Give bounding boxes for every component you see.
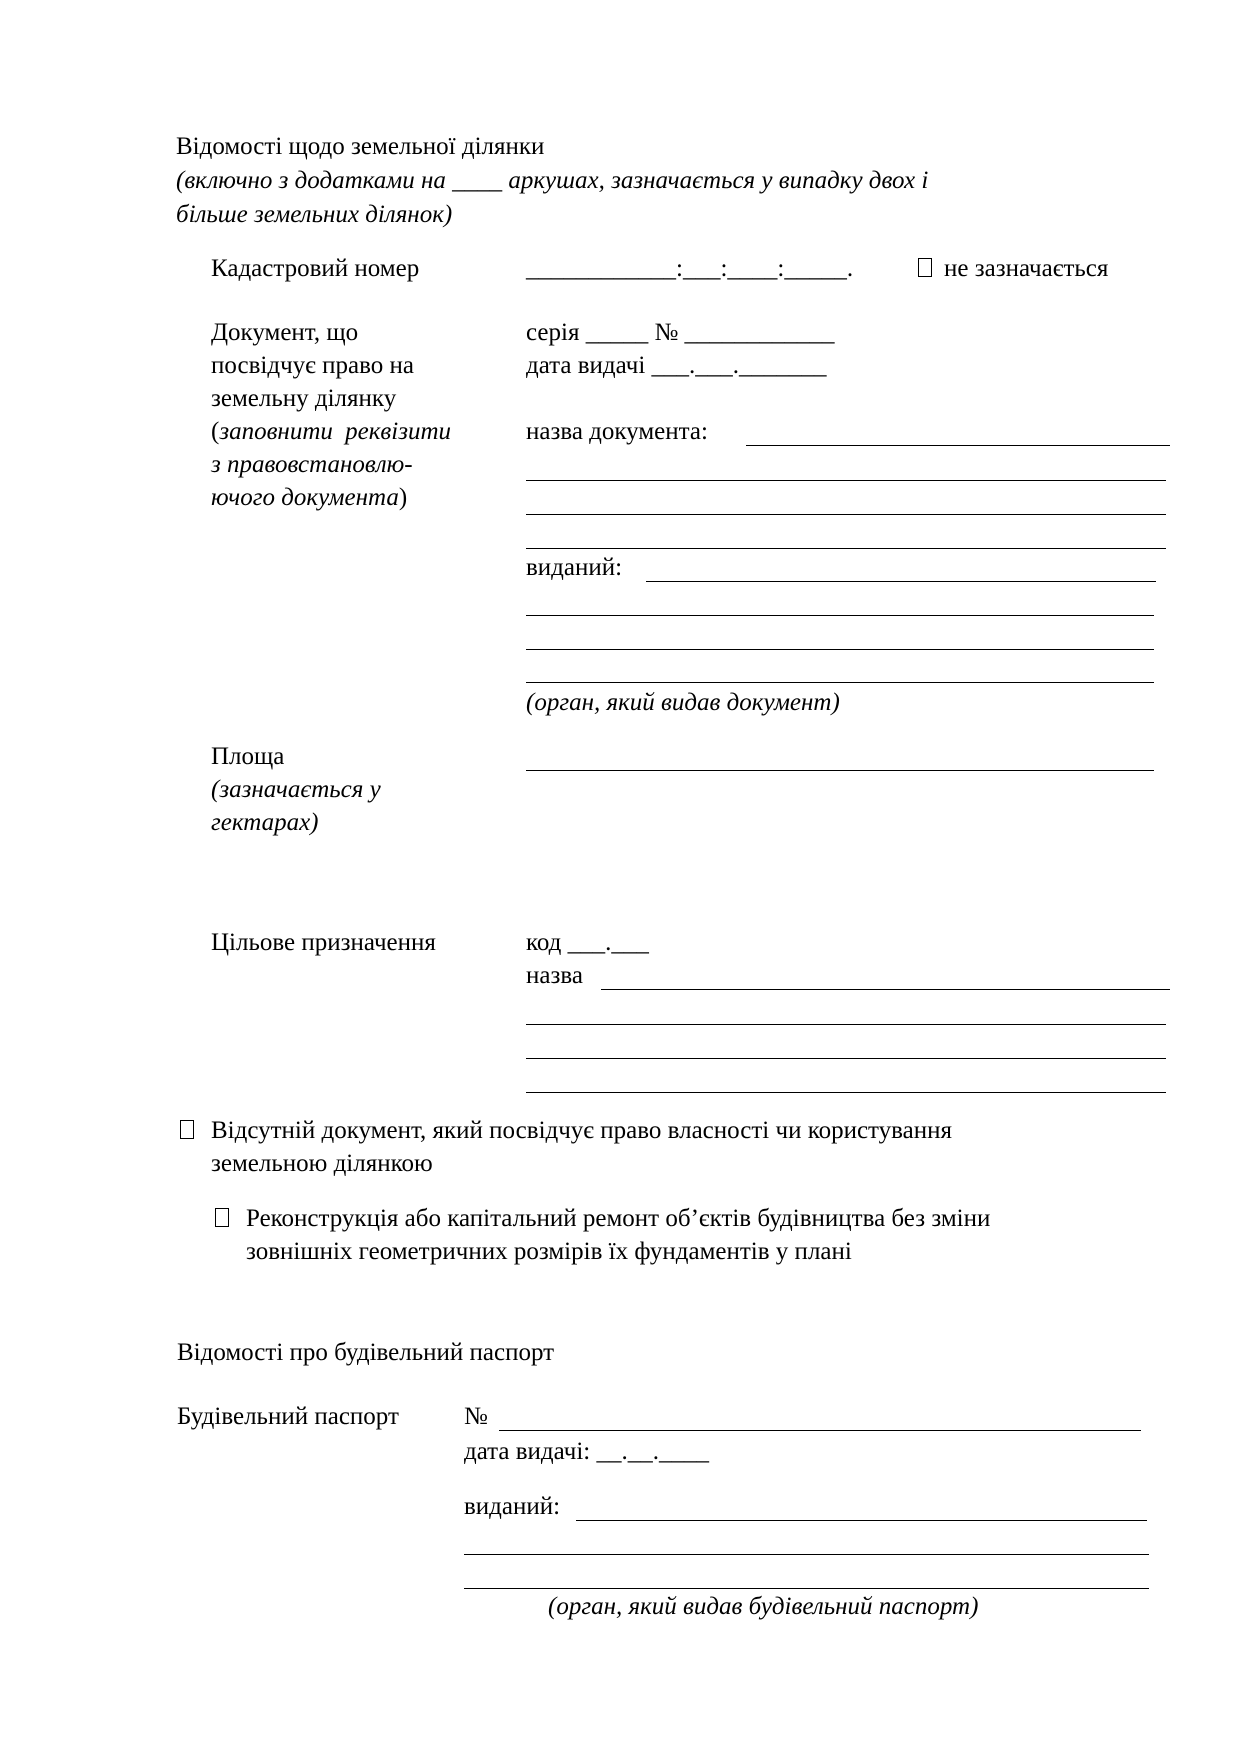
- passport-issued-by-input-line-2[interactable]: [464, 1554, 1149, 1555]
- land-section-note-line-1: (включно з додатками на ____ аркушах, зазначається у випадку двох і: [176, 167, 929, 194]
- no-document-label-line-2: земельною ділянкою: [211, 1150, 433, 1177]
- land-section-note-line-2: більше земельних ділянок): [176, 201, 453, 228]
- area-label: Площа: [211, 743, 285, 770]
- doc-name-input-line-3[interactable]: [526, 514, 1166, 515]
- passport-issuer-note: (орган, який видав будівельний паспорт): [548, 1593, 979, 1620]
- ownership-doc-label-line-3: земельну ділянку: [211, 385, 397, 412]
- doc-issued-by-input-line-1[interactable]: [646, 581, 1156, 582]
- ownership-doc-label-line-4: [211, 415, 451, 448]
- ownership-doc-label-line-2: посвідчує право на: [211, 352, 414, 379]
- purpose-name-input-line-3[interactable]: [526, 1058, 1166, 1059]
- ownership-doc-label-hint: заповнити реквізити: [219, 418, 452, 445]
- land-section-heading: Відомості щодо земельної ділянки: [176, 133, 545, 160]
- doc-series-number-field[interactable]: серія _____ № ____________: [526, 319, 835, 346]
- ownership-doc-label-paren-open: (: [211, 418, 220, 445]
- reconstruction-label-line-2: зовнішніх геометричних розмірів їх фундаментів у плані: [246, 1238, 852, 1265]
- passport-label: Будівельний паспорт: [177, 1403, 399, 1430]
- reconstruction-checkbox[interactable]: [215, 1208, 229, 1227]
- ownership-doc-label-line-5: з правовстановлю-: [211, 451, 413, 478]
- purpose-name-input-line-4[interactable]: [526, 1092, 1166, 1093]
- doc-issued-by-input-line-2[interactable]: [526, 615, 1154, 616]
- no-document-label-line-1: Відсутній документ, який посвідчує право власності чи користування: [211, 1117, 952, 1144]
- doc-name-input-line-2[interactable]: [526, 480, 1166, 481]
- passport-issued-by-label: виданий:: [464, 1493, 561, 1520]
- area-input-line[interactable]: [526, 770, 1154, 771]
- cadastral-number-label: Кадастровий номер: [211, 255, 420, 282]
- doc-name-input-line-1[interactable]: [746, 445, 1170, 446]
- cadastral-not-specified-label: не зазначається: [944, 255, 1109, 282]
- purpose-name-input-line-1[interactable]: [601, 989, 1170, 990]
- doc-issued-by-input-line-4[interactable]: [526, 682, 1154, 683]
- doc-issued-by-input-line-3[interactable]: [526, 649, 1154, 650]
- ownership-doc-label-paren-close: ): [398, 484, 408, 511]
- passport-issue-date-field[interactable]: дата видачі: __.__.____: [464, 1438, 709, 1465]
- cadastral-not-specified-checkbox[interactable]: [918, 258, 932, 277]
- purpose-name-label: назва: [526, 962, 583, 989]
- doc-issue-date-field[interactable]: дата видачі ___.___._______: [526, 352, 827, 379]
- doc-name-input-line-4[interactable]: [526, 548, 1166, 549]
- passport-number-input-line[interactable]: [499, 1430, 1141, 1431]
- cadastral-number-field[interactable]: ____________:___:____:_____.: [526, 255, 854, 282]
- ownership-doc-label-line-6: [211, 481, 407, 514]
- purpose-code-field[interactable]: код ___.___: [526, 929, 649, 956]
- passport-issued-by-input-line-3[interactable]: [464, 1588, 1149, 1589]
- doc-issuer-note: (орган, який видав документ): [526, 689, 840, 716]
- ownership-doc-label-line-1: Документ, що: [211, 319, 359, 346]
- doc-name-label: назва документа:: [526, 418, 708, 445]
- purpose-name-input-line-2[interactable]: [526, 1024, 1166, 1025]
- passport-issued-by-input-line-1[interactable]: [576, 1520, 1147, 1521]
- reconstruction-label-line-1: Реконструкція або капітальний ремонт об’єктів будівництва без зміни: [246, 1205, 991, 1232]
- area-note-line-1: (зазначається у: [211, 776, 381, 803]
- passport-section-heading: Відомості про будівельний паспорт: [177, 1339, 555, 1366]
- ownership-doc-label-hint-end: ючого документа: [211, 484, 399, 511]
- passport-number-label: №: [464, 1403, 488, 1430]
- no-document-checkbox[interactable]: [180, 1120, 194, 1139]
- purpose-label: Цільове призначення: [211, 929, 436, 956]
- area-note-line-2: гектарах): [211, 809, 319, 836]
- doc-issued-by-label: виданий:: [526, 554, 623, 581]
